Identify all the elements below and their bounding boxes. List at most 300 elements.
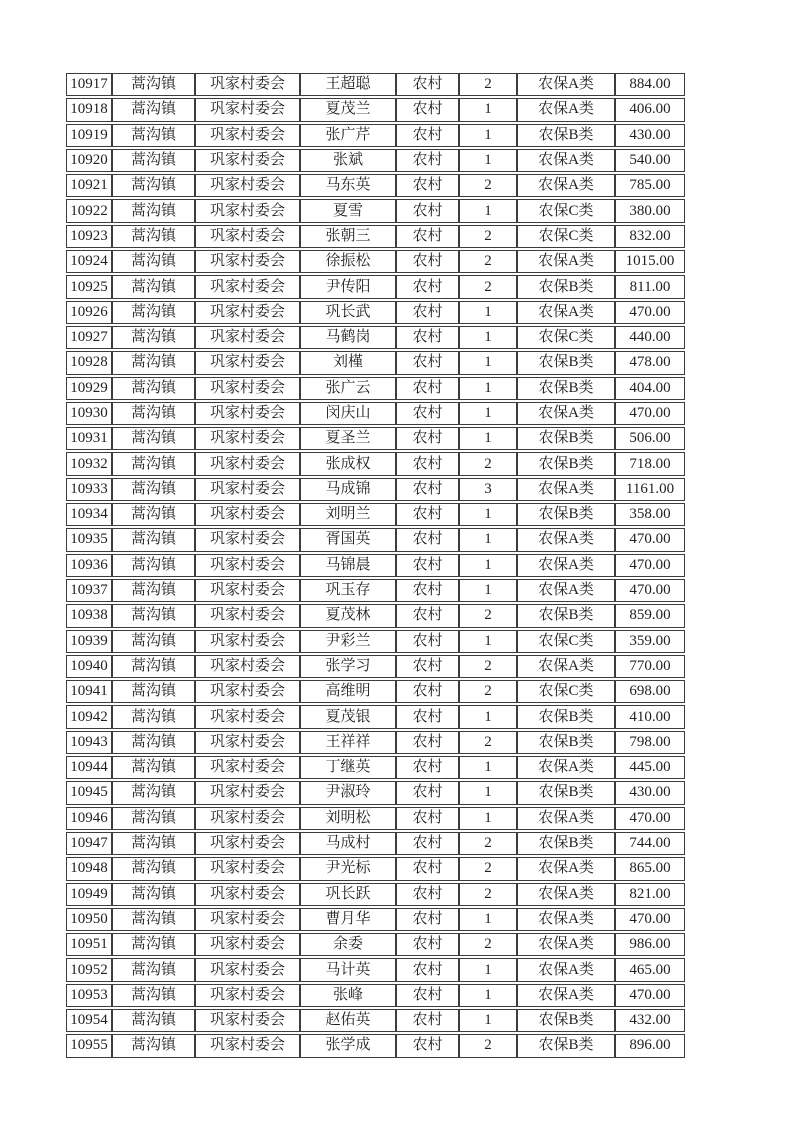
town-cell: 蒿沟镇 [112, 680, 195, 703]
person-count-cell: 1 [459, 958, 517, 981]
village-committee-cell: 巩家村委会 [195, 857, 300, 880]
table-row [66, 832, 685, 855]
table-row [66, 933, 685, 956]
table-row [66, 958, 685, 981]
serial-number-cell: 10955 [66, 1034, 112, 1057]
person-name-cell: 张广云 [300, 377, 396, 400]
amount-cell: 1015.00 [615, 250, 685, 273]
insurance-category-cell: 农保B类 [517, 452, 615, 475]
amount-cell: 865.00 [615, 857, 685, 880]
table-row [66, 731, 685, 754]
insurance-category-cell: 农保A类 [517, 857, 615, 880]
town-cell: 蒿沟镇 [112, 731, 195, 754]
village-committee-cell: 巩家村委会 [195, 630, 300, 653]
amount-cell: 896.00 [615, 1034, 685, 1057]
table-row [66, 301, 685, 324]
amount-cell: 986.00 [615, 933, 685, 956]
serial-number-cell: 10937 [66, 579, 112, 602]
person-name-cell: 曹月华 [300, 908, 396, 931]
person-name-cell: 赵佑英 [300, 1009, 396, 1032]
village-committee-cell: 巩家村委会 [195, 883, 300, 906]
table-row [66, 781, 685, 804]
person-name-cell: 巩长武 [300, 301, 396, 324]
person-name-cell: 尹光标 [300, 857, 396, 880]
person-name-cell: 尹淑玲 [300, 781, 396, 804]
village-committee-cell: 巩家村委会 [195, 250, 300, 273]
residence-type-cell: 农村 [396, 402, 459, 425]
person-count-cell: 1 [459, 705, 517, 728]
serial-number-cell: 10922 [66, 199, 112, 222]
serial-number-cell: 10952 [66, 958, 112, 981]
village-committee-cell: 巩家村委会 [195, 98, 300, 121]
insurance-category-cell: 农保C类 [517, 199, 615, 222]
serial-number-cell: 10931 [66, 427, 112, 450]
person-count-cell: 2 [459, 1034, 517, 1057]
town-cell: 蒿沟镇 [112, 275, 195, 298]
residence-type-cell: 农村 [396, 781, 459, 804]
person-name-cell: 徐振松 [300, 250, 396, 273]
serial-number-cell: 10933 [66, 478, 112, 501]
person-count-cell: 2 [459, 933, 517, 956]
village-committee-cell: 巩家村委会 [195, 756, 300, 779]
serial-number-cell: 10940 [66, 655, 112, 678]
table-row [66, 680, 685, 703]
serial-number-cell: 10942 [66, 705, 112, 728]
serial-number-cell: 10936 [66, 554, 112, 577]
table-row [66, 199, 685, 222]
insurance-category-cell: 农保A类 [517, 149, 615, 172]
town-cell: 蒿沟镇 [112, 528, 195, 551]
table-row [66, 1034, 685, 1057]
amount-cell: 470.00 [615, 554, 685, 577]
insurance-category-cell: 农保B类 [517, 124, 615, 147]
person-count-cell: 1 [459, 377, 517, 400]
village-committee-cell: 巩家村委会 [195, 1034, 300, 1057]
village-committee-cell: 巩家村委会 [195, 478, 300, 501]
amount-cell: 470.00 [615, 301, 685, 324]
person-name-cell: 张朝三 [300, 225, 396, 248]
person-name-cell: 张学习 [300, 655, 396, 678]
residence-type-cell: 农村 [396, 149, 459, 172]
insurance-category-cell: 农保A类 [517, 73, 615, 96]
town-cell: 蒿沟镇 [112, 781, 195, 804]
person-count-cell: 1 [459, 301, 517, 324]
residence-type-cell: 农村 [396, 705, 459, 728]
amount-cell: 798.00 [615, 731, 685, 754]
insurance-category-cell: 农保A类 [517, 554, 615, 577]
person-count-cell: 2 [459, 73, 517, 96]
village-committee-cell: 巩家村委会 [195, 402, 300, 425]
village-committee-cell: 巩家村委会 [195, 351, 300, 374]
serial-number-cell: 10947 [66, 832, 112, 855]
serial-number-cell: 10934 [66, 503, 112, 526]
town-cell: 蒿沟镇 [112, 579, 195, 602]
town-cell: 蒿沟镇 [112, 630, 195, 653]
residence-type-cell: 农村 [396, 174, 459, 197]
serial-number-cell: 10932 [66, 452, 112, 475]
person-count-cell: 1 [459, 781, 517, 804]
town-cell: 蒿沟镇 [112, 857, 195, 880]
village-committee-cell: 巩家村委会 [195, 301, 300, 324]
residence-type-cell: 农村 [396, 857, 459, 880]
person-name-cell: 马鹤岗 [300, 326, 396, 349]
residence-type-cell: 农村 [396, 655, 459, 678]
person-name-cell: 王祥祥 [300, 731, 396, 754]
residence-type-cell: 农村 [396, 427, 459, 450]
town-cell: 蒿沟镇 [112, 554, 195, 577]
village-committee-cell: 巩家村委会 [195, 73, 300, 96]
town-cell: 蒿沟镇 [112, 250, 195, 273]
table-row [66, 630, 685, 653]
residence-type-cell: 农村 [396, 326, 459, 349]
table-row [66, 351, 685, 374]
amount-cell: 380.00 [615, 199, 685, 222]
serial-number-cell: 10923 [66, 225, 112, 248]
serial-number-cell: 10938 [66, 604, 112, 627]
insurance-category-cell: 农保B类 [517, 832, 615, 855]
beneficiary-table-body [66, 73, 685, 1058]
town-cell: 蒿沟镇 [112, 503, 195, 526]
town-cell: 蒿沟镇 [112, 908, 195, 931]
person-name-cell: 闵庆山 [300, 402, 396, 425]
village-committee-cell: 巩家村委会 [195, 124, 300, 147]
town-cell: 蒿沟镇 [112, 149, 195, 172]
table-row [66, 149, 685, 172]
serial-number-cell: 10918 [66, 98, 112, 121]
village-committee-cell: 巩家村委会 [195, 149, 300, 172]
village-committee-cell: 巩家村委会 [195, 326, 300, 349]
village-committee-cell: 巩家村委会 [195, 579, 300, 602]
table-row [66, 478, 685, 501]
serial-number-cell: 10917 [66, 73, 112, 96]
person-count-cell: 1 [459, 908, 517, 931]
village-committee-cell: 巩家村委会 [195, 604, 300, 627]
amount-cell: 470.00 [615, 402, 685, 425]
serial-number-cell: 10926 [66, 301, 112, 324]
amount-cell: 506.00 [615, 427, 685, 450]
amount-cell: 430.00 [615, 781, 685, 804]
serial-number-cell: 10946 [66, 807, 112, 830]
village-committee-cell: 巩家村委会 [195, 225, 300, 248]
person-count-cell: 1 [459, 984, 517, 1007]
person-name-cell: 夏圣兰 [300, 427, 396, 450]
person-count-cell: 2 [459, 604, 517, 627]
insurance-category-cell: 农保B类 [517, 275, 615, 298]
residence-type-cell: 农村 [396, 630, 459, 653]
amount-cell: 884.00 [615, 73, 685, 96]
insurance-category-cell: 农保B类 [517, 604, 615, 627]
village-committee-cell: 巩家村委会 [195, 731, 300, 754]
residence-type-cell: 农村 [396, 756, 459, 779]
village-committee-cell: 巩家村委会 [195, 933, 300, 956]
serial-number-cell: 10943 [66, 731, 112, 754]
person-count-cell: 1 [459, 199, 517, 222]
residence-type-cell: 农村 [396, 1009, 459, 1032]
insurance-category-cell: 农保A类 [517, 756, 615, 779]
village-committee-cell: 巩家村委会 [195, 1009, 300, 1032]
village-committee-cell: 巩家村委会 [195, 199, 300, 222]
person-count-cell: 1 [459, 402, 517, 425]
person-count-cell: 1 [459, 124, 517, 147]
village-committee-cell: 巩家村委会 [195, 452, 300, 475]
residence-type-cell: 农村 [396, 73, 459, 96]
amount-cell: 832.00 [615, 225, 685, 248]
serial-number-cell: 10948 [66, 857, 112, 880]
serial-number-cell: 10939 [66, 630, 112, 653]
residence-type-cell: 农村 [396, 377, 459, 400]
town-cell: 蒿沟镇 [112, 984, 195, 1007]
village-committee-cell: 巩家村委会 [195, 908, 300, 931]
person-name-cell: 夏茂林 [300, 604, 396, 627]
amount-cell: 445.00 [615, 756, 685, 779]
serial-number-cell: 10945 [66, 781, 112, 804]
town-cell: 蒿沟镇 [112, 1009, 195, 1032]
insurance-category-cell: 农保B类 [517, 503, 615, 526]
insurance-category-cell: 农保A类 [517, 883, 615, 906]
residence-type-cell: 农村 [396, 731, 459, 754]
person-name-cell: 高维明 [300, 680, 396, 703]
village-committee-cell: 巩家村委会 [195, 832, 300, 855]
table-row [66, 377, 685, 400]
table-row [66, 250, 685, 273]
person-name-cell: 马成锦 [300, 478, 396, 501]
table-row [66, 579, 685, 602]
serial-number-cell: 10949 [66, 883, 112, 906]
residence-type-cell: 农村 [396, 908, 459, 931]
town-cell: 蒿沟镇 [112, 807, 195, 830]
table-row [66, 655, 685, 678]
table-row [66, 756, 685, 779]
amount-cell: 1161.00 [615, 478, 685, 501]
person-count-cell: 1 [459, 528, 517, 551]
serial-number-cell: 10925 [66, 275, 112, 298]
residence-type-cell: 农村 [396, 579, 459, 602]
village-committee-cell: 巩家村委会 [195, 377, 300, 400]
person-count-cell: 1 [459, 326, 517, 349]
insurance-category-cell: 农保B类 [517, 377, 615, 400]
insurance-category-cell: 农保B类 [517, 731, 615, 754]
town-cell: 蒿沟镇 [112, 604, 195, 627]
insurance-category-cell: 农保C类 [517, 680, 615, 703]
person-name-cell: 胥国英 [300, 528, 396, 551]
town-cell: 蒿沟镇 [112, 883, 195, 906]
table-row [66, 326, 685, 349]
serial-number-cell: 10921 [66, 174, 112, 197]
serial-number-cell: 10951 [66, 933, 112, 956]
village-committee-cell: 巩家村委会 [195, 680, 300, 703]
person-count-cell: 1 [459, 98, 517, 121]
amount-cell: 859.00 [615, 604, 685, 627]
serial-number-cell: 10919 [66, 124, 112, 147]
town-cell: 蒿沟镇 [112, 655, 195, 678]
insurance-category-cell: 农保C类 [517, 326, 615, 349]
insurance-category-cell: 农保A类 [517, 579, 615, 602]
table-row [66, 908, 685, 931]
town-cell: 蒿沟镇 [112, 452, 195, 475]
table-row [66, 225, 685, 248]
person-count-cell: 1 [459, 756, 517, 779]
residence-type-cell: 农村 [396, 554, 459, 577]
insurance-category-cell: 农保B类 [517, 705, 615, 728]
residence-type-cell: 农村 [396, 883, 459, 906]
insurance-category-cell: 农保B类 [517, 1009, 615, 1032]
residence-type-cell: 农村 [396, 503, 459, 526]
person-count-cell: 3 [459, 478, 517, 501]
insurance-category-cell: 农保B类 [517, 427, 615, 450]
serial-number-cell: 10953 [66, 984, 112, 1007]
table-row [66, 705, 685, 728]
person-count-cell: 1 [459, 579, 517, 602]
person-name-cell: 张广芹 [300, 124, 396, 147]
table-row [66, 174, 685, 197]
table-row [66, 427, 685, 450]
village-committee-cell: 巩家村委会 [195, 807, 300, 830]
serial-number-cell: 10929 [66, 377, 112, 400]
town-cell: 蒿沟镇 [112, 301, 195, 324]
town-cell: 蒿沟镇 [112, 958, 195, 981]
village-committee-cell: 巩家村委会 [195, 958, 300, 981]
town-cell: 蒿沟镇 [112, 427, 195, 450]
amount-cell: 744.00 [615, 832, 685, 855]
residence-type-cell: 农村 [396, 680, 459, 703]
person-count-cell: 1 [459, 149, 517, 172]
table-row [66, 452, 685, 475]
person-name-cell: 马锦晨 [300, 554, 396, 577]
insurance-category-cell: 农保B类 [517, 351, 615, 374]
village-committee-cell: 巩家村委会 [195, 554, 300, 577]
amount-cell: 540.00 [615, 149, 685, 172]
residence-type-cell: 农村 [396, 98, 459, 121]
village-committee-cell: 巩家村委会 [195, 427, 300, 450]
serial-number-cell: 10920 [66, 149, 112, 172]
town-cell: 蒿沟镇 [112, 402, 195, 425]
person-count-cell: 1 [459, 503, 517, 526]
insurance-category-cell: 农保A类 [517, 984, 615, 1007]
serial-number-cell: 10927 [66, 326, 112, 349]
insurance-category-cell: 农保A类 [517, 478, 615, 501]
amount-cell: 432.00 [615, 1009, 685, 1032]
serial-number-cell: 10954 [66, 1009, 112, 1032]
person-name-cell: 刘槿 [300, 351, 396, 374]
person-count-cell: 1 [459, 554, 517, 577]
town-cell: 蒿沟镇 [112, 377, 195, 400]
town-cell: 蒿沟镇 [112, 199, 195, 222]
residence-type-cell: 农村 [396, 528, 459, 551]
residence-type-cell: 农村 [396, 452, 459, 475]
person-count-cell: 1 [459, 1009, 517, 1032]
table-row [66, 98, 685, 121]
amount-cell: 470.00 [615, 807, 685, 830]
amount-cell: 358.00 [615, 503, 685, 526]
table-row [66, 807, 685, 830]
table-row [66, 503, 685, 526]
amount-cell: 404.00 [615, 377, 685, 400]
town-cell: 蒿沟镇 [112, 705, 195, 728]
serial-number-cell: 10935 [66, 528, 112, 551]
table-row [66, 275, 685, 298]
town-cell: 蒿沟镇 [112, 933, 195, 956]
residence-type-cell: 农村 [396, 604, 459, 627]
amount-cell: 821.00 [615, 883, 685, 906]
person-count-cell: 2 [459, 731, 517, 754]
amount-cell: 770.00 [615, 655, 685, 678]
amount-cell: 698.00 [615, 680, 685, 703]
town-cell: 蒿沟镇 [112, 1034, 195, 1057]
residence-type-cell: 农村 [396, 225, 459, 248]
person-name-cell: 巩玉存 [300, 579, 396, 602]
person-name-cell: 刘明松 [300, 807, 396, 830]
insurance-category-cell: 农保A类 [517, 908, 615, 931]
residence-type-cell: 农村 [396, 124, 459, 147]
amount-cell: 430.00 [615, 124, 685, 147]
person-count-cell: 2 [459, 452, 517, 475]
village-committee-cell: 巩家村委会 [195, 705, 300, 728]
person-count-cell: 2 [459, 174, 517, 197]
person-name-cell: 张成权 [300, 452, 396, 475]
insurance-category-cell: 农保B类 [517, 1034, 615, 1057]
village-committee-cell: 巩家村委会 [195, 503, 300, 526]
amount-cell: 406.00 [615, 98, 685, 121]
town-cell: 蒿沟镇 [112, 73, 195, 96]
town-cell: 蒿沟镇 [112, 124, 195, 147]
village-committee-cell: 巩家村委会 [195, 174, 300, 197]
table-row [66, 604, 685, 627]
town-cell: 蒿沟镇 [112, 326, 195, 349]
insurance-category-cell: 农保A类 [517, 98, 615, 121]
person-count-cell: 1 [459, 807, 517, 830]
person-name-cell: 刘明兰 [300, 503, 396, 526]
person-name-cell: 尹彩兰 [300, 630, 396, 653]
residence-type-cell: 农村 [396, 933, 459, 956]
person-name-cell: 夏茂兰 [300, 98, 396, 121]
person-name-cell: 余委 [300, 933, 396, 956]
residence-type-cell: 农村 [396, 832, 459, 855]
village-committee-cell: 巩家村委会 [195, 275, 300, 298]
person-name-cell: 张峰 [300, 984, 396, 1007]
town-cell: 蒿沟镇 [112, 478, 195, 501]
town-cell: 蒿沟镇 [112, 756, 195, 779]
insurance-category-cell: 农保A类 [517, 807, 615, 830]
person-count-cell: 2 [459, 250, 517, 273]
amount-cell: 785.00 [615, 174, 685, 197]
insurance-category-cell: 农保A类 [517, 402, 615, 425]
serial-number-cell: 10950 [66, 908, 112, 931]
insurance-category-cell: 农保C类 [517, 630, 615, 653]
person-name-cell: 丁继英 [300, 756, 396, 779]
village-committee-cell: 巩家村委会 [195, 781, 300, 804]
village-committee-cell: 巩家村委会 [195, 984, 300, 1007]
table-row [66, 554, 685, 577]
person-count-cell: 2 [459, 857, 517, 880]
village-committee-cell: 巩家村委会 [195, 528, 300, 551]
insurance-category-cell: 农保C类 [517, 225, 615, 248]
person-count-cell: 2 [459, 883, 517, 906]
amount-cell: 465.00 [615, 958, 685, 981]
person-name-cell: 张学成 [300, 1034, 396, 1057]
table-row [66, 1009, 685, 1032]
serial-number-cell: 10928 [66, 351, 112, 374]
amount-cell: 470.00 [615, 984, 685, 1007]
residence-type-cell: 农村 [396, 1034, 459, 1057]
insurance-category-cell: 农保A类 [517, 958, 615, 981]
person-name-cell: 巩长跃 [300, 883, 396, 906]
person-name-cell: 夏茂银 [300, 705, 396, 728]
residence-type-cell: 农村 [396, 478, 459, 501]
insurance-category-cell: 农保A类 [517, 933, 615, 956]
amount-cell: 359.00 [615, 630, 685, 653]
person-count-cell: 1 [459, 427, 517, 450]
town-cell: 蒿沟镇 [112, 225, 195, 248]
